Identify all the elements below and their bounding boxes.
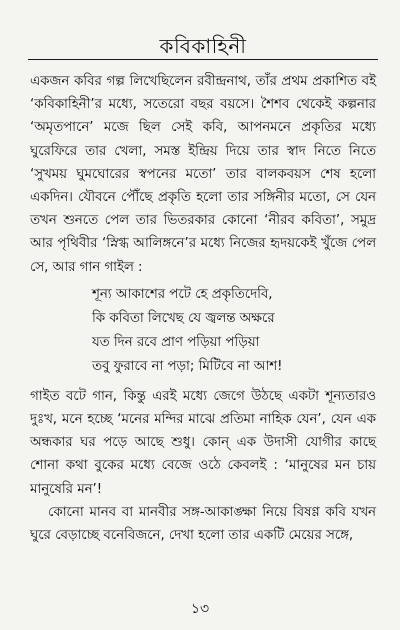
poem-line-1: শূন্য আকাশের পটে হে প্রকৃতিদেবি, [92,286,273,302]
page-title: কবিকাহিনী [159,34,247,58]
paragraph-1: একজন কবির গল্প লিখেছিলেন রবীন্দ্রনাথ, তাঁর প্রথম প্রকাশিত বই ‘কবিকাহিনী’র মধ্যে, সতেরো বছর বয়সে। শৈশব থেকেই কল্পনার ‘অমৃতপানে’ মজে ছিল সেই কবি, আপনমনে প্রকৃতির মধ্যে ঘুরেফিরে তার খেলা, সমস্ত ইন্দ্রিয় দিয়ে তার স্বাদ নিতে নিতে ‘সুখময় ঘুমঘোরের স্বপনের মতো’ তার বালকবয়স শেষ হলো একদিন। যৌবনে পৌঁছে প্রকৃতি হলো তার সঙ্গিনীর মতো, সে যেন তখন শুনতে পেল তার ভিতরকার কোনো ‘নীরব কবিতা’, সমুদ্র আর পৃথিবীর ‘স্নিগ্ধ আলিঙ্গনে’র মধ্যে নিজের হৃদয়কেই খুঁজে পেল সে, আর গান গাইল : [30,74,376,275]
poem-line-4: তবু ফুরাবে না পড়া; মিটিবে না আশ! [92,358,283,374]
poem-line-2: কি কবিতা লিখেছ যে জ্বলন্ত অক্ষরে [92,310,275,326]
paragraph-2: গাইত বটে গান, কিন্তু এরই মধ্যে জেগে উঠছে একটা শূন্যতারও দুঃখ, মনে হচ্ছে ‘মনের মন্দির মাঝে প্রতিমা নাহিক যেন’, যেন এক অন্ধকার ঘর পড়ে আছে শুধু। কোন্ এক উদাসী যোগীর কাছে শোনা কথা বুকের মধ্যে বেজে ওঠে কেবলই : ‘মানুষের মন চায় মানুষেরি মন’! [30,388,376,497]
paragraph-3: কোনো মানব বা মানবীর সঙ্গ-আকাঙ্ক্ষা নিয়ে বিষণ্ণ কবি যখন ঘুরে বেড়াচ্ছে বনেবিজনে, দেখা হলো তার একটি মেয়ের সঙ্গে, [30,504,376,544]
page-header [28,26,378,60]
header-rule [28,59,378,60]
poem-line-3: যত দিন রবে প্রাণ পড়িয়া পড়িয়া [92,334,260,350]
body-text [30,70,376,547]
poem-quote [92,283,376,379]
page-number: ১৩ [190,601,210,617]
